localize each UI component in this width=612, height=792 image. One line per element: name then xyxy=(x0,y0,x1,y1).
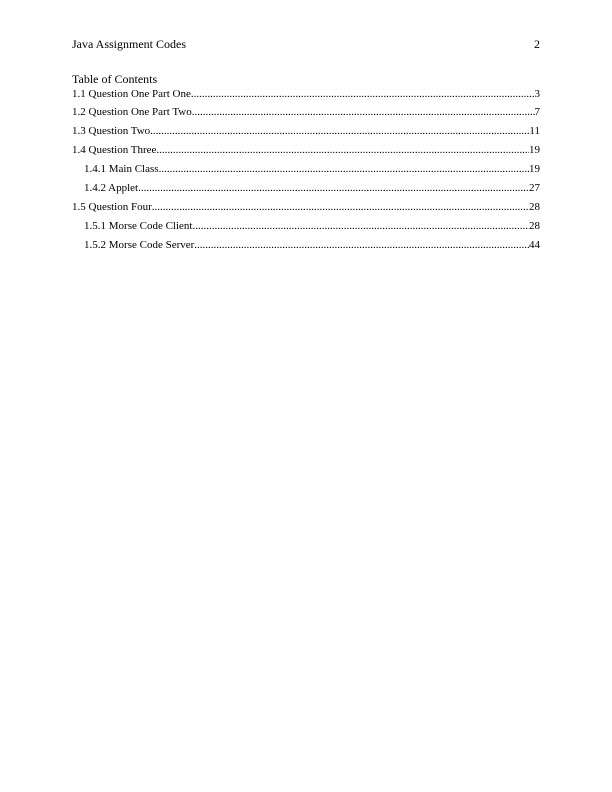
toc-entry-label: 1.5.2 Morse Code Server xyxy=(84,239,195,251)
toc-dot-leader xyxy=(156,143,529,157)
toc-entry[interactable] xyxy=(72,124,540,143)
toc-entry[interactable] xyxy=(72,143,540,162)
toc-entry-label: 1.1 Question One Part One xyxy=(72,88,191,100)
toc-entry-label: 1.4 Question Three xyxy=(72,144,157,156)
toc-dot-leader xyxy=(192,105,535,119)
toc-entry[interactable] xyxy=(72,219,540,238)
toc-entry-page: 27 xyxy=(529,182,540,194)
toc-dot-leader xyxy=(194,238,529,252)
toc-entry-page: 19 xyxy=(529,144,540,156)
toc-dot-leader xyxy=(159,162,529,176)
header-title: Java Assignment Codes xyxy=(72,37,186,51)
toc-dot-leader xyxy=(138,181,529,195)
toc-entry-label: 1.5 Question Four xyxy=(72,201,152,213)
toc-entry[interactable] xyxy=(72,181,540,200)
toc-entry-page: 28 xyxy=(529,220,540,232)
toc-entry-page: 19 xyxy=(529,163,540,175)
toc-list xyxy=(72,87,540,257)
toc-entry-page: 7 xyxy=(534,106,540,118)
toc-entry-label: 1.4.2 Applet xyxy=(84,182,139,194)
toc-entry-label: 1.4.1 Main Class xyxy=(84,163,159,175)
toc-entry[interactable] xyxy=(72,238,540,257)
toc-entry[interactable] xyxy=(72,200,540,219)
toc-entry[interactable] xyxy=(72,87,540,105)
toc-dot-leader xyxy=(152,200,529,214)
table-of-contents xyxy=(72,71,540,257)
toc-entry-label: 1.3 Question Two xyxy=(72,125,151,137)
toc-dot-leader xyxy=(192,219,529,233)
toc-entry-page: 3 xyxy=(534,88,540,100)
toc-entry-label: 1.2 Question One Part Two xyxy=(72,106,192,118)
toc-dot-leader xyxy=(191,87,535,101)
header-page-number: 2 xyxy=(534,37,540,51)
toc-dot-leader xyxy=(150,124,529,138)
toc-entry-page: 28 xyxy=(529,201,540,213)
toc-entry-label: 1.5.1 Morse Code Client xyxy=(84,220,193,232)
toc-entry-page: 44 xyxy=(529,239,540,251)
toc-heading: Table of Contents xyxy=(72,72,158,86)
page-header xyxy=(72,36,540,52)
toc-entry-page: 11 xyxy=(529,125,540,137)
toc-entry[interactable] xyxy=(72,162,540,181)
toc-entry[interactable] xyxy=(72,105,540,124)
